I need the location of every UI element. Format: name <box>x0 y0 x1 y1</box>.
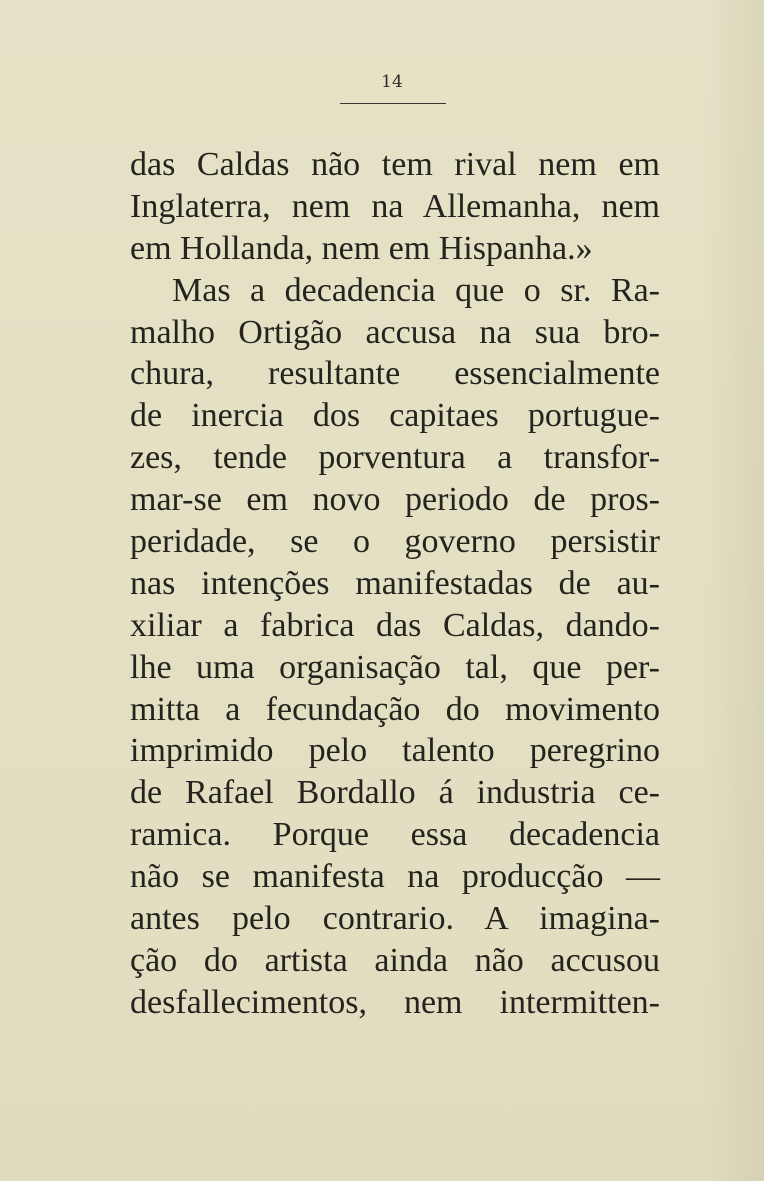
text-line: imprimido pelo talento peregrino <box>130 732 660 770</box>
header-rule <box>340 103 446 104</box>
text-line: malho Ortigão accusa na sua bro- <box>130 313 660 351</box>
text-line: de Rafael Bordallo á industria ce- <box>130 774 660 812</box>
text-line: não se manifesta na producção — <box>130 858 660 896</box>
text-line: de inercia dos capitaes portugue- <box>130 397 660 435</box>
text-line: das Caldas não tem rival nem em <box>130 146 660 183</box>
text-line: nas intenções manifestadas de au- <box>130 564 660 602</box>
text-line: Mas a decadencia que o sr. Ra- <box>172 271 660 309</box>
text-line: antes pelo contrario. A imagina- <box>130 900 660 938</box>
text-line: Inglaterra, nem na Allemanha, nem <box>130 187 660 225</box>
text-line: em Hollanda, nem em Hispanha.» <box>130 229 593 267</box>
text-line: lhe uma organisação tal, que per- <box>130 648 660 686</box>
text-line: chura, resultante essencialmente <box>130 355 660 393</box>
body-text <box>130 144 660 1024</box>
text-line: mitta a fecundação do movimento <box>130 690 660 728</box>
text-line: ramica. Porque essa decadencia <box>130 816 660 854</box>
text-line: xiliar a fabrica das Caldas, dando- <box>130 606 660 644</box>
page-number: 14 <box>381 72 403 92</box>
text-line: mar-se em novo periodo de pros- <box>130 481 660 519</box>
text-line: ção do artista ainda não accusou <box>130 941 660 979</box>
text-line: zes, tende porventura a transfor- <box>130 439 660 477</box>
text-line: peridade, se o governo persistir <box>130 523 660 561</box>
text-line: desfallecimentos, nem intermitten- <box>130 983 660 1021</box>
